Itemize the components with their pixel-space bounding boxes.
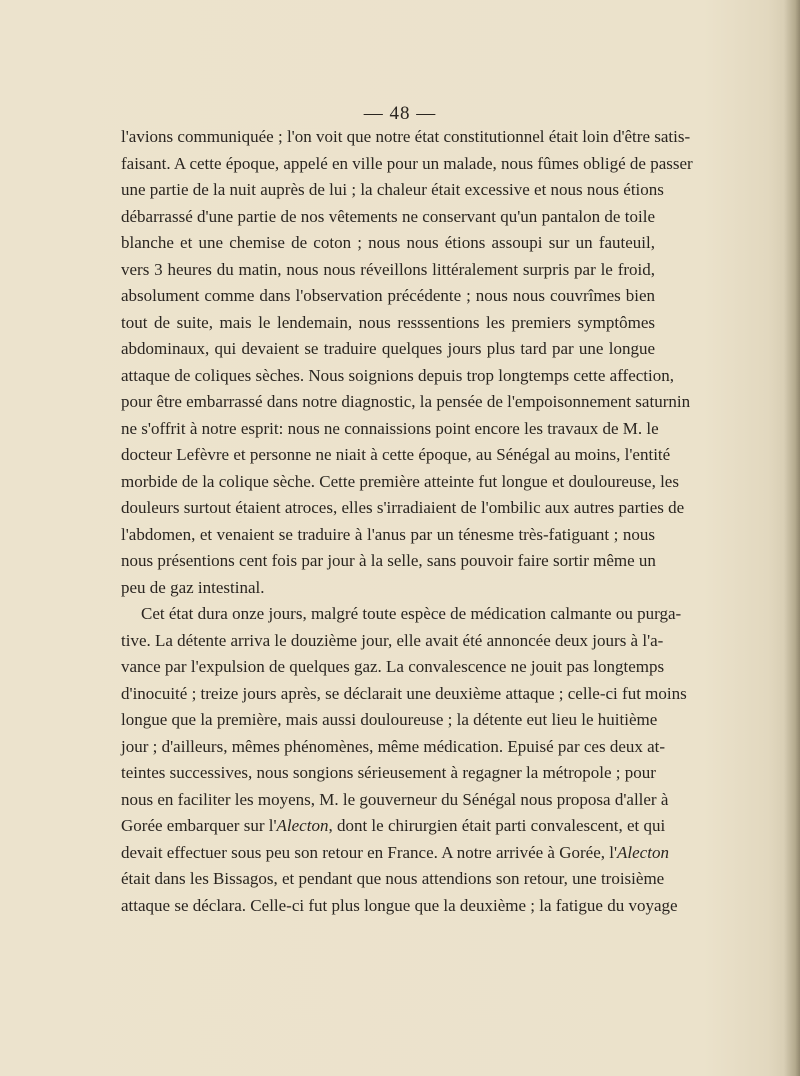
text-line: tout de suite, mais le lendemain, nous resssentions les premiers symptômes [121, 312, 655, 332]
text-line: était dans les Bissagos, et pendant que nous attendions son retour, une troisième [121, 869, 665, 888]
text-line: pour être embarrassé dans notre diagnostic, la pensée de l'empoisonnement saturnin [121, 392, 691, 411]
text-line: vance par l'expulsion de quelques gaz. La convalescence ne jouit pas longtemps [121, 657, 665, 676]
text-line: absolument comme dans l'observation précédente ; nous nous couvrîmes bien [121, 286, 655, 305]
text-line: vers 3 heures du matin, nous nous réveillons littéralement surpris par le froid, [121, 259, 655, 279]
text-line: peu de gaz intestinal. [121, 577, 265, 597]
text-segment: , dont le chirurgien était parti convalescent, et qui [328, 816, 666, 835]
text-line: ne s'offrit à notre esprit: nous ne connaissions point encore les travaux de M. le [121, 418, 659, 438]
text-line: Cet état dura onze jours, malgré toute espèce de médication calmante ou purga- [141, 604, 682, 623]
text-line: une partie de la nuit auprès de lui ; la chaleur était excessive et nous nous étions [121, 180, 664, 199]
text-line: nous présentions cent fois par jour à la selle, sans pouvoir faire sortir même un [121, 551, 656, 570]
text-line: longue que la première, mais aussi douloureuse ; la détente eut lieu le huitième [121, 710, 658, 729]
text-line: nous en faciliter les moyens, M. le gouverneur du Sénégal nous proposa d'aller à [121, 789, 669, 809]
text-line: l'avions communiquée ; l'on voit que notre état constitutionnel était loin d'être satis- [121, 127, 691, 146]
body-text [121, 124, 693, 919]
text-segment: devait effectuer sous peu son retour en France. A notre arrivée à Gorée, l' [121, 842, 618, 862]
text-line: abdominaux, qui devaient se traduire quelques jours plus tard par une longue [121, 339, 655, 358]
text-line: morbide de la colique sèche. Cette première atteinte fut longue et douloureuse, les [121, 471, 679, 491]
text-line: blanche et une chemise de coton ; nous nous étions assoupi sur un fauteuil, [121, 233, 655, 252]
page-number: — 48 — [363, 103, 437, 124]
text-line: tive. La détente arriva le douzième jour, elle avait été annoncée deux jours à l'a- [121, 630, 664, 650]
text-line: docteur Lefèvre et personne ne niait à cette époque, au Sénégal au moins, l'entité [121, 445, 671, 464]
page-edge-shadow [784, 0, 800, 1076]
ship-name: Alecton [617, 842, 669, 862]
text-line: l'abdomen, et venaient se traduire à l'anus par un ténesme très-fatiguant ; nous [121, 524, 655, 544]
text-line: attaque de coliques sèches. Nous soignions depuis trop longtemps cette affection, [121, 365, 674, 385]
text-line: débarrassé d'une partie de nos vêtements ne conservant qu'un pantalon de toile [121, 206, 655, 226]
text-line [121, 813, 666, 840]
text-line: faisant. A cette époque, appelé en ville pour un malade, nous fûmes obligé de passer [121, 153, 693, 173]
ship-name: Alecton [276, 816, 329, 835]
text-line: jour ; d'ailleurs, mêmes phénomènes, même médication. Epuisé par ces deux at- [121, 736, 666, 756]
text-line [121, 840, 669, 867]
text-line: teintes successives, nous songions sérieusement à regagner la métropole ; pour [121, 763, 656, 782]
text-segment: Gorée embarquer sur l' [121, 816, 277, 835]
text-line: d'inocuité ; treize jours après, se déclarait une deuxième attaque ; celle-ci fut moins [121, 683, 687, 703]
text-line: douleurs surtout étaient atroces, elles s'irradiaient de l'ombilic aux autres parties de [121, 498, 685, 517]
text-line: attaque se déclara. Celle-ci fut plus longue que la deuxième ; la fatigue du voyage [121, 895, 678, 915]
